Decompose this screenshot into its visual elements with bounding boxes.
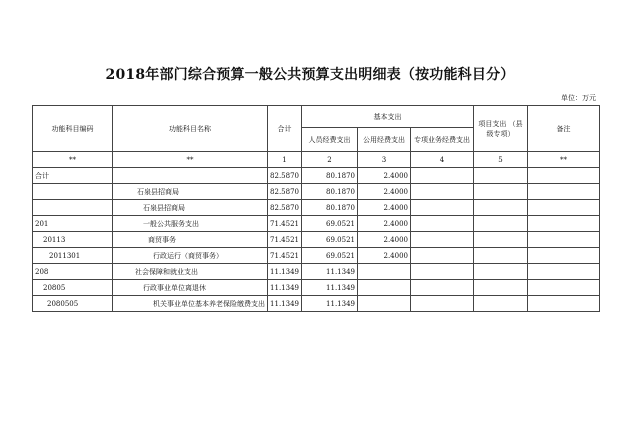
row-code: 201 [33,216,113,232]
row-special [411,168,474,184]
row-special [411,232,474,248]
header-personnel: 人员经费支出 [302,128,358,152]
row-remark [528,264,600,280]
row-project [474,296,528,312]
row-total: 82.5870 [268,184,302,200]
row-special [411,264,474,280]
row-personnel: 69.0521 [302,232,358,248]
row-remark [528,184,600,200]
page-title: 2018年部门综合预算一般公共预算支出明细表（按功能科目分） [105,67,515,83]
index-cell: 4 [411,152,474,168]
header-project: 项目支出 （县级专项） [474,106,528,152]
row-public: 2.4000 [358,168,411,184]
row-personnel: 11.1349 [302,296,358,312]
row-code: 合计 [33,168,113,184]
row-name: 机关事业单位基本养老保险缴费支出 [113,296,268,312]
row-total: 11.1349 [268,264,302,280]
row-name: 石泉县招商局 [113,184,268,200]
table-row [33,184,600,200]
row-personnel: 80.1870 [302,184,358,200]
row-total: 71.4521 [268,232,302,248]
row-special [411,216,474,232]
table-row [33,216,600,232]
row-code [33,200,113,216]
budget-table [32,105,600,312]
row-project [474,264,528,280]
row-total: 11.1349 [268,296,302,312]
row-code: 208 [33,264,113,280]
row-remark [528,280,600,296]
table-row [33,264,600,280]
row-remark [528,248,600,264]
header-remark: 备注 [528,106,600,152]
table-row [33,232,600,248]
row-name: 社会保障和就业支出 [113,264,268,280]
row-public [358,264,411,280]
row-remark [528,232,600,248]
row-special [411,280,474,296]
row-remark [528,216,600,232]
row-name: 行政运行（商贸事务） [113,248,268,264]
row-project [474,248,528,264]
row-project [474,280,528,296]
table-row [33,296,600,312]
header-name: 功能科目名称 [113,106,268,152]
table-row [33,168,600,184]
row-name: 一般公共服务支出 [113,216,268,232]
header-basic: 基本支出 [302,106,474,128]
table-row [33,248,600,264]
row-remark [528,168,600,184]
header-special: 专项业务经费支出 [411,128,474,152]
row-name: 石泉县招商局 [113,200,268,216]
row-public [358,296,411,312]
row-public: 2.4000 [358,248,411,264]
row-personnel: 69.0521 [302,216,358,232]
table-row [33,200,600,216]
row-code [33,184,113,200]
header-code: 功能科目编码 [33,106,113,152]
index-cell: 2 [302,152,358,168]
row-total: 11.1349 [268,280,302,296]
row-personnel: 11.1349 [302,280,358,296]
index-cell: 3 [358,152,411,168]
row-special [411,200,474,216]
row-code: 2011301 [33,248,113,264]
row-personnel: 80.1870 [302,200,358,216]
table-row [33,280,600,296]
unit-label: 单位：万元 [561,94,596,102]
index-cell: ** [528,152,600,168]
header-total: 合计 [268,106,302,152]
row-public: 2.4000 [358,200,411,216]
row-total: 71.4521 [268,216,302,232]
row-public [358,280,411,296]
row-remark [528,296,600,312]
index-cell: ** [113,152,268,168]
row-name [113,168,268,184]
row-public: 2.4000 [358,232,411,248]
index-cell: 1 [268,152,302,168]
row-name: 商贸事务 [113,232,268,248]
row-project [474,216,528,232]
index-row [33,152,600,168]
row-project [474,200,528,216]
header-public: 公用经费支出 [358,128,411,152]
row-project [474,168,528,184]
row-project [474,232,528,248]
row-code: 2080505 [33,296,113,312]
row-public: 2.4000 [358,216,411,232]
row-special [411,184,474,200]
row-personnel: 11.1349 [302,264,358,280]
index-cell: 5 [474,152,528,168]
row-total: 82.5870 [268,168,302,184]
row-total: 82.5870 [268,200,302,216]
row-total: 71.4521 [268,248,302,264]
row-personnel: 80.1870 [302,168,358,184]
row-special [411,296,474,312]
row-code: 20805 [33,280,113,296]
row-name: 行政事业单位离退休 [113,280,268,296]
row-personnel: 69.0521 [302,248,358,264]
row-special [411,248,474,264]
row-code: 20113 [33,232,113,248]
row-public: 2.4000 [358,184,411,200]
row-project [474,184,528,200]
index-cell: ** [33,152,113,168]
row-remark [528,200,600,216]
